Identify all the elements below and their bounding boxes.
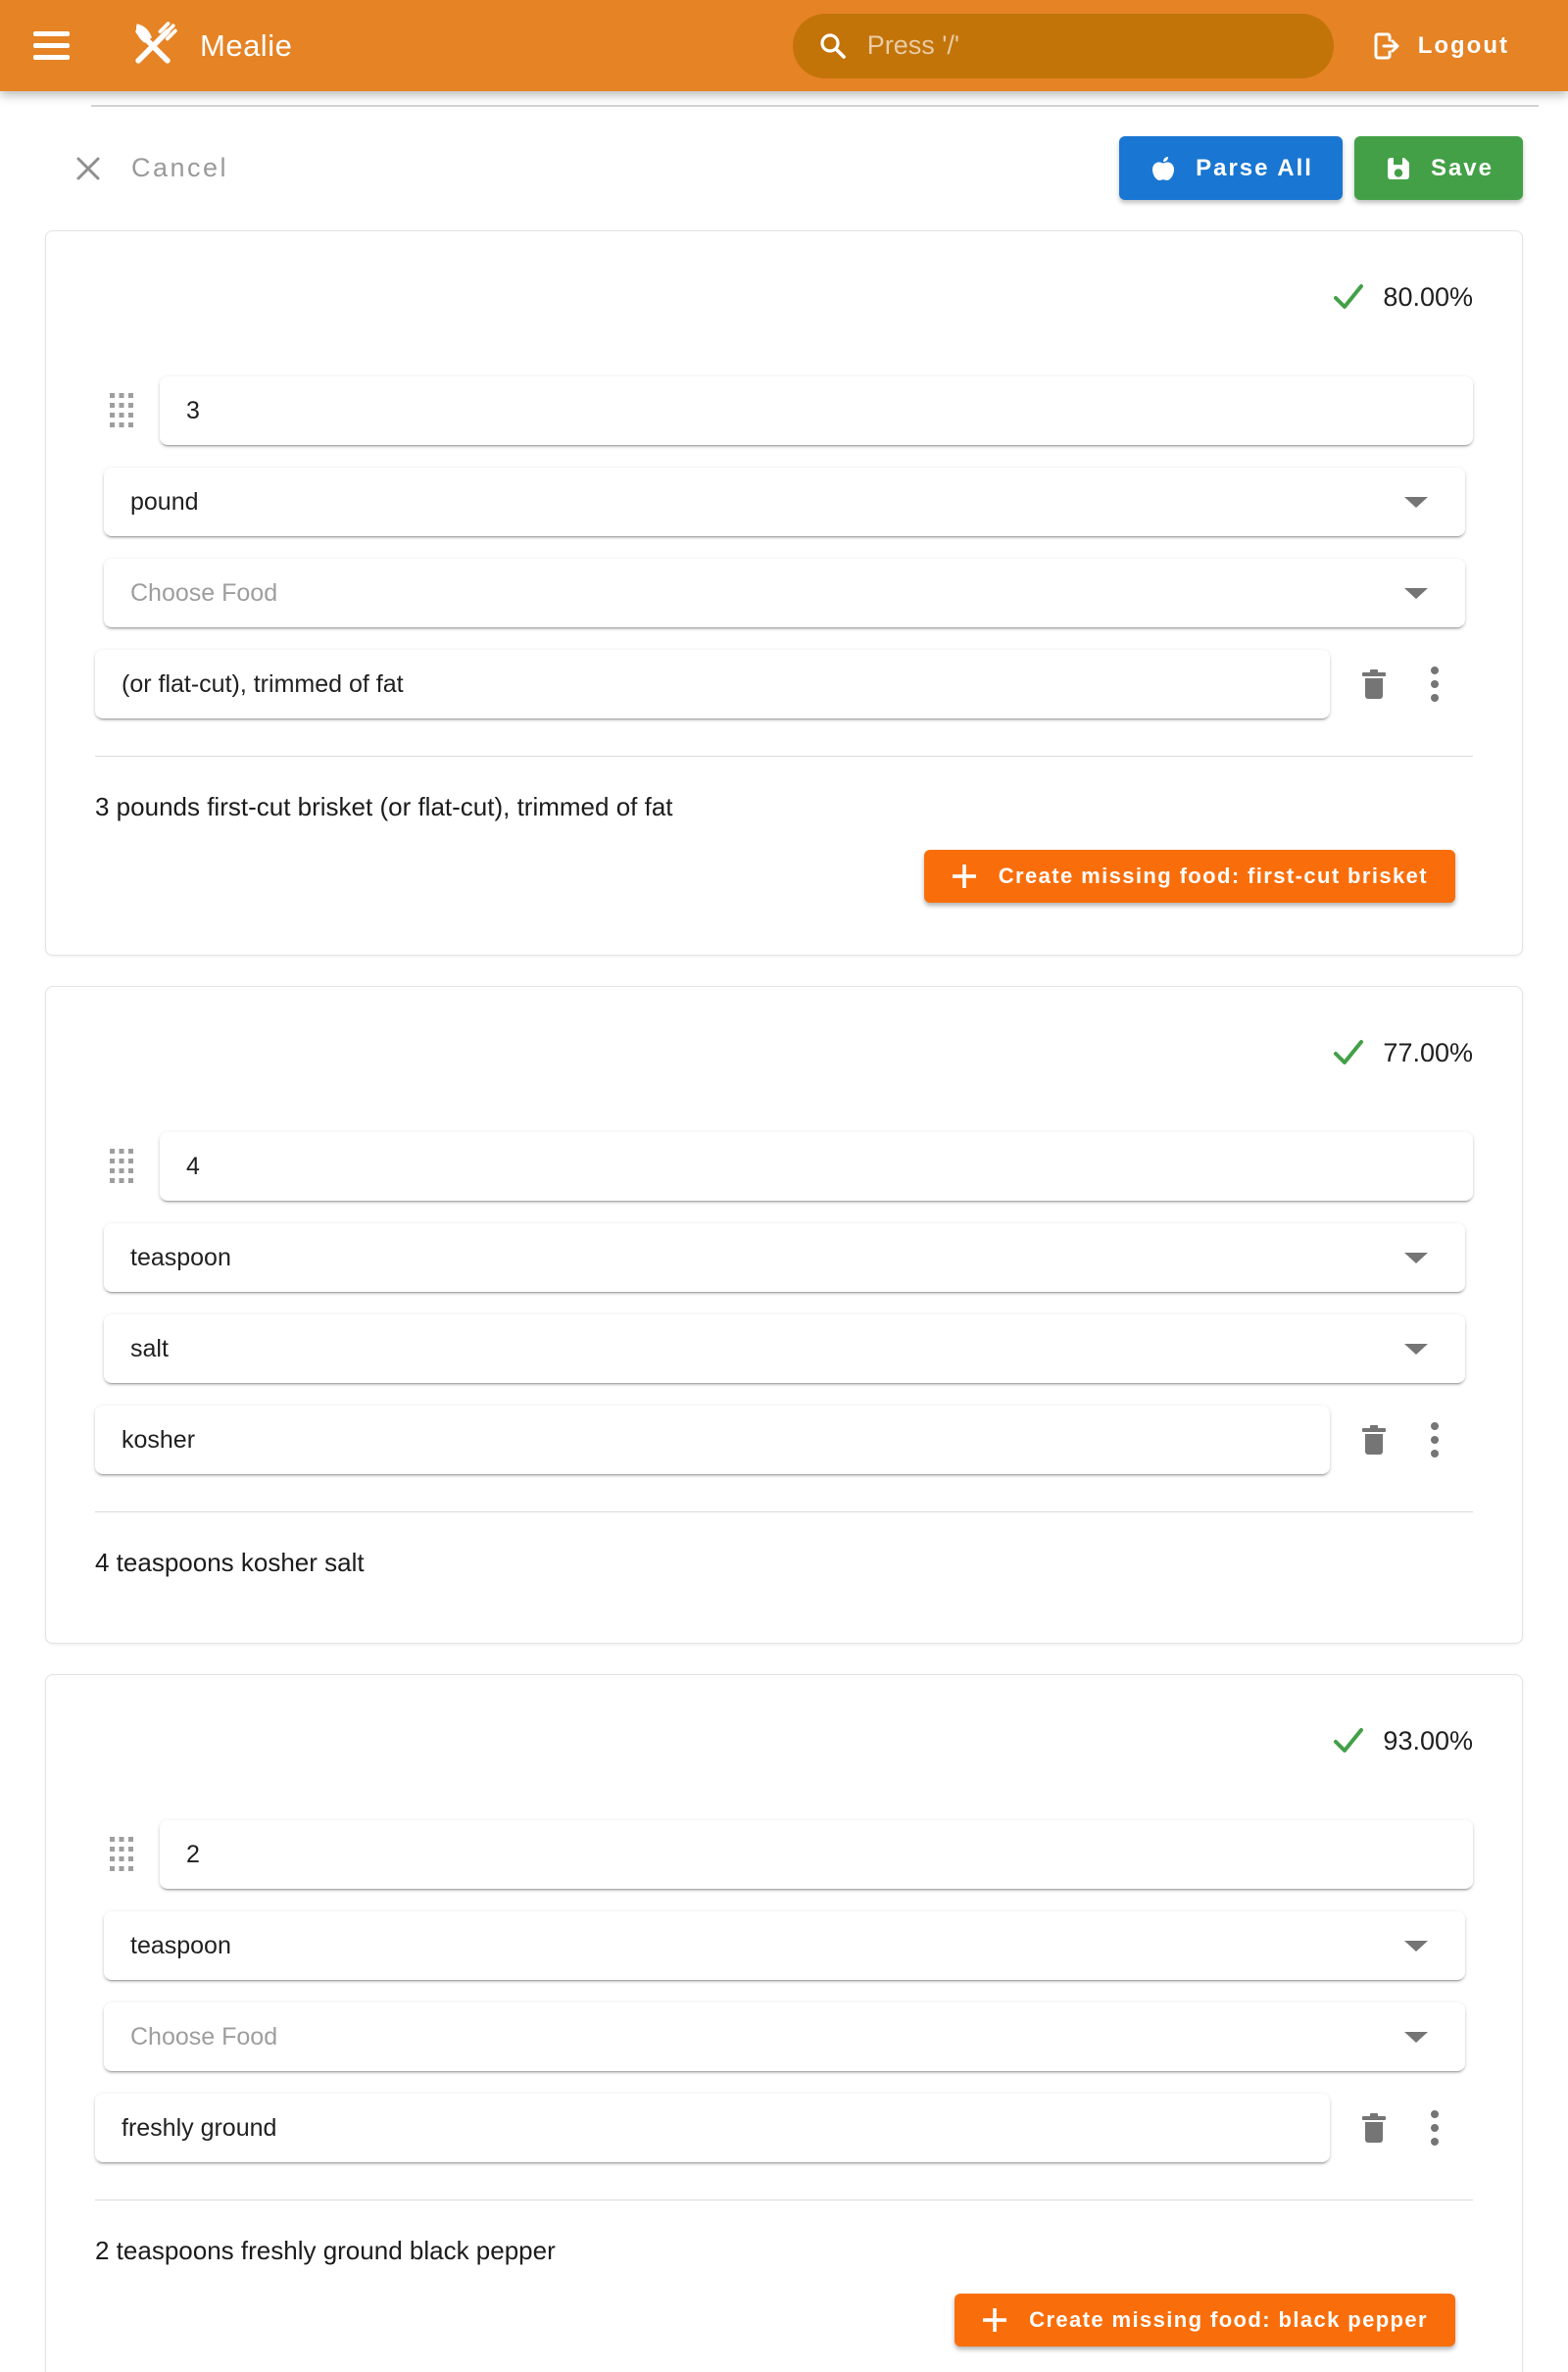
note-input[interactable]	[95, 650, 1330, 718]
logout-label: Logout	[1417, 31, 1509, 59]
chevron-down-icon[interactable]	[1404, 1941, 1428, 1952]
divider	[95, 1511, 1473, 1512]
header-divider	[91, 105, 1539, 107]
more-options-button[interactable]	[1430, 2109, 1440, 2147]
search-icon	[818, 31, 848, 61]
plus-icon	[952, 864, 977, 889]
apple-icon	[1149, 154, 1178, 183]
parse-all-label: Parse All	[1196, 154, 1313, 181]
original-ingredient-text: 2 teaspoons freshly ground black pepper	[95, 2236, 556, 2265]
drag-handle-icon[interactable]	[107, 1147, 136, 1186]
unit-select[interactable]	[104, 468, 1465, 536]
app-header	[0, 0, 1568, 91]
quantity-input[interactable]	[160, 1820, 1473, 1889]
food-select[interactable]	[104, 1314, 1465, 1383]
menu-icon[interactable]	[33, 23, 80, 70]
more-options-button[interactable]	[1430, 666, 1440, 703]
confidence-row	[95, 1675, 1473, 1757]
quantity-input[interactable]	[160, 1132, 1473, 1201]
save-icon	[1384, 154, 1413, 183]
unit-select[interactable]	[104, 1223, 1465, 1292]
chevron-down-icon[interactable]	[1404, 1253, 1428, 1263]
save-label: Save	[1430, 154, 1494, 181]
delete-button[interactable]	[1359, 667, 1389, 701]
original-ingredient-text: 4 teaspoons kosher salt	[95, 1548, 365, 1577]
trash-icon	[1359, 2111, 1389, 2145]
close-icon	[74, 155, 102, 182]
check-icon	[1332, 282, 1365, 312]
unit-select[interactable]	[104, 1911, 1465, 1980]
chevron-down-icon[interactable]	[1404, 497, 1428, 508]
search-input[interactable]	[793, 14, 1334, 78]
create-missing-food-label: Create missing food: black pepper	[1029, 2307, 1428, 2332]
search-placeholder: Press '/'	[866, 30, 960, 60]
delete-button[interactable]	[1359, 1423, 1389, 1457]
confidence-value: 77.00%	[1383, 1037, 1473, 1067]
confidence-row	[95, 987, 1473, 1069]
trash-icon	[1359, 667, 1389, 701]
mealie-logo-icon	[127, 21, 178, 72]
ingredient-card	[45, 1674, 1523, 2372]
app-title: Mealie	[200, 27, 293, 63]
food-select[interactable]	[104, 2002, 1465, 2071]
cancel-label: Cancel	[131, 153, 229, 182]
ingredient-card	[45, 986, 1523, 1644]
more-options-button[interactable]	[1430, 1421, 1440, 1458]
ingredient-card	[45, 230, 1523, 956]
logout-icon	[1371, 30, 1402, 62]
drag-handle-icon[interactable]	[107, 1835, 136, 1874]
confidence-value: 93.00%	[1383, 1725, 1473, 1755]
save-button[interactable]	[1354, 136, 1523, 200]
food-select[interactable]	[104, 559, 1465, 627]
parser-toolbar	[74, 136, 1523, 200]
note-input[interactable]	[95, 2094, 1330, 2162]
parse-all-button[interactable]	[1119, 136, 1343, 200]
plus-icon	[982, 2307, 1007, 2333]
confidence-value: 80.00%	[1383, 281, 1473, 312]
chevron-down-icon[interactable]	[1404, 1344, 1428, 1355]
check-icon	[1332, 1726, 1365, 1755]
cancel-button[interactable]	[74, 153, 228, 183]
chevron-down-icon[interactable]	[1404, 588, 1428, 599]
create-missing-food-label: Create missing food: first-cut brisket	[998, 864, 1428, 888]
confidence-row	[95, 231, 1473, 314]
divider	[95, 756, 1473, 757]
check-icon	[1332, 1038, 1365, 1067]
quantity-input[interactable]	[160, 376, 1473, 445]
create-missing-food-button[interactable]	[955, 2294, 1455, 2347]
divider	[95, 2199, 1473, 2200]
chevron-down-icon[interactable]	[1404, 2032, 1428, 2043]
kebab-menu-icon	[1430, 1421, 1440, 1458]
original-ingredient-text: 3 pounds first-cut brisket (or flat-cut), trimmed of fat	[95, 792, 673, 821]
logout-button[interactable]	[1371, 30, 1509, 62]
drag-handle-icon[interactable]	[107, 391, 136, 430]
note-input[interactable]	[95, 1406, 1330, 1474]
kebab-menu-icon	[1430, 2109, 1440, 2147]
trash-icon	[1359, 1423, 1389, 1457]
kebab-menu-icon	[1430, 666, 1440, 703]
delete-button[interactable]	[1359, 2111, 1389, 2145]
create-missing-food-button[interactable]	[924, 850, 1455, 903]
